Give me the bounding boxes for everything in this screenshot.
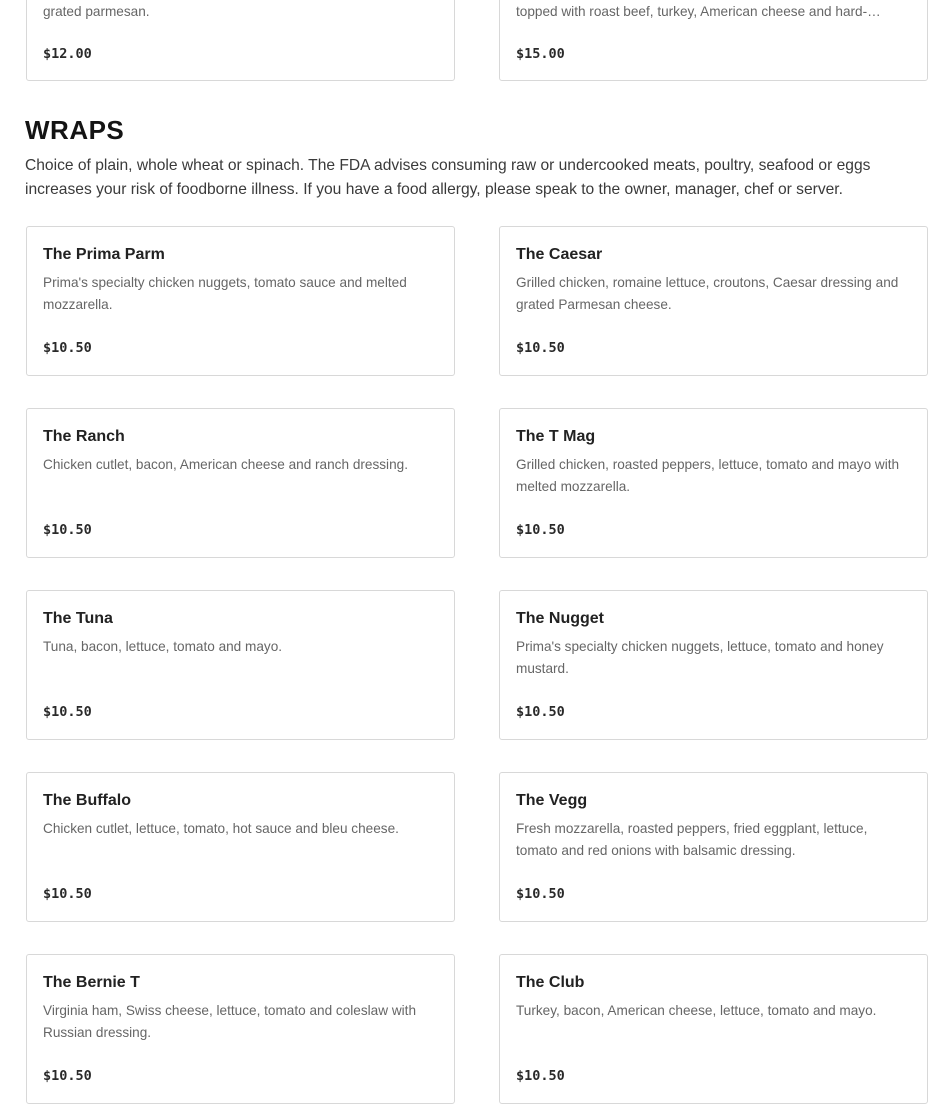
- item-description: grated parmesan.: [43, 4, 150, 19]
- item-description: Chicken cutlet, bacon, American cheese and ranch dressing.: [43, 457, 408, 472]
- item-description: Prima's specialty chicken nuggets, lettuce, tomato and honey mustard.: [516, 639, 884, 676]
- menu-item-card[interactable]: [26, 408, 455, 558]
- section-title: WRAPS: [25, 115, 125, 145]
- section-description: Choice of plain, whole wheat or spinach. The FDA advises consuming raw or undercooked meats, poultry, seafood or eggs increases your risk of foodborne illness. If you have a food allergy, please speak to the owner, manager, chef or server.: [25, 157, 871, 198]
- menu-item-card[interactable]: [26, 226, 455, 376]
- item-price: $10.50: [516, 1068, 565, 1084]
- item-name: The Tuna: [43, 610, 113, 627]
- item-price: $10.50: [516, 522, 565, 538]
- menu-item-card[interactable]: [499, 408, 928, 558]
- item-description: Grilled chicken, romaine lettuce, croutons, Caesar dressing and grated Parmesan cheese.: [516, 275, 899, 312]
- item-name: The Ranch: [43, 428, 125, 445]
- menu-item-card[interactable]: [499, 954, 928, 1104]
- item-description: Virginia ham, Swiss cheese, lettuce, tomato and coleslaw with Russian dressing.: [43, 1003, 417, 1040]
- menu-item-card[interactable]: [26, 590, 455, 740]
- item-price: $15.00: [516, 46, 565, 62]
- item-price: $10.50: [516, 886, 565, 902]
- item-description: Turkey, bacon, American cheese, lettuce, tomato and mayo.: [516, 1003, 877, 1018]
- item-price: $10.50: [516, 704, 565, 720]
- menu-item-card[interactable]: [26, 0, 455, 81]
- item-name: The T Mag: [516, 428, 596, 445]
- menu-item-card[interactable]: [499, 0, 928, 81]
- menu-item-card[interactable]: [499, 590, 928, 740]
- item-name: The Club: [516, 974, 585, 991]
- item-name: The Buffalo: [43, 792, 131, 809]
- item-description: Grilled chicken, roasted peppers, lettuce, tomato and mayo with melted mozzarella.: [516, 457, 900, 494]
- item-name: The Nugget: [516, 610, 604, 627]
- item-description: topped with roast beef, turkey, American cheese and hard-…: [516, 4, 881, 19]
- item-price: $10.50: [43, 886, 92, 902]
- item-description: Prima's specialty chicken nuggets, tomato sauce and melted mozzarella.: [43, 275, 407, 312]
- item-price: $10.50: [43, 1068, 92, 1084]
- item-name: The Prima Parm: [43, 246, 165, 263]
- item-price: $12.00: [43, 46, 92, 62]
- item-name: The Vegg: [516, 792, 588, 809]
- item-price: $10.50: [43, 522, 92, 538]
- item-price: $10.50: [516, 340, 565, 356]
- item-description: Tuna, bacon, lettuce, tomato and mayo.: [43, 639, 283, 654]
- menu-item-card[interactable]: [26, 954, 455, 1104]
- menu-item-card[interactable]: [499, 226, 928, 376]
- item-description: Chicken cutlet, lettuce, tomato, hot sauce and bleu cheese.: [43, 821, 399, 836]
- item-name: The Caesar: [516, 246, 603, 263]
- item-price: $10.50: [43, 340, 92, 356]
- item-name: The Bernie T: [43, 974, 140, 991]
- menu-item-card[interactable]: [499, 772, 928, 922]
- item-description: Fresh mozzarella, roasted peppers, fried eggplant, lettuce, tomato and red onions with balsamic dressing.: [516, 821, 868, 858]
- menu-item-card[interactable]: [26, 772, 455, 922]
- item-price: $10.50: [43, 704, 92, 720]
